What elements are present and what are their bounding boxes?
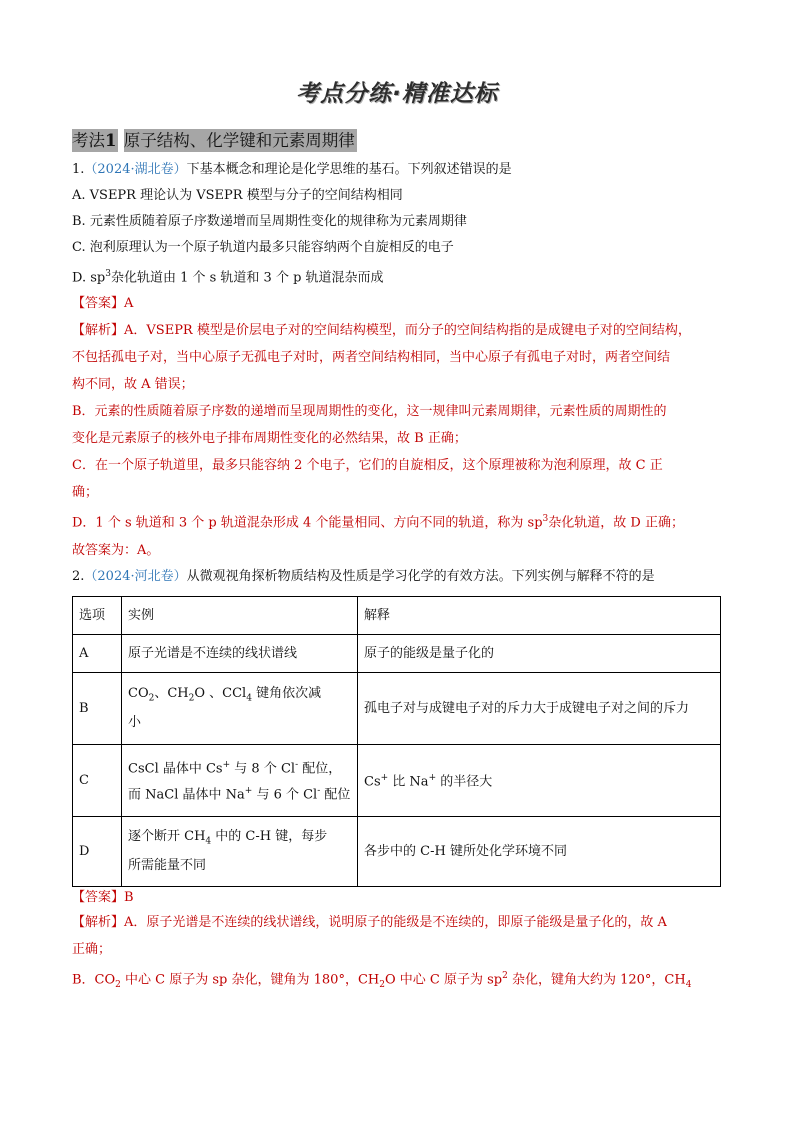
cell-text: 与 6 个 Cl (252, 787, 318, 803)
option-d-post: 杂化轨道由 1 个 s 轨道和 3 个 p 轨道混杂而成 (110, 270, 384, 286)
page-banner (72, 75, 722, 113)
explanation-sup: 3 (542, 514, 549, 525)
cell-text: 配位， (298, 761, 342, 777)
table-header-cell: 实例 (122, 596, 358, 634)
table-cell (358, 744, 721, 816)
cell-text: 键角依次减 (251, 686, 322, 702)
explanation-line: A．VSEPR 模型是价层电子对的空间结构模型，而分子的空间结构指的是成键电子对的空间结构， (124, 323, 691, 339)
table-cell: A (73, 634, 122, 672)
explanation-text: D．1 个 s 轨道和 3 个 p 轨道混杂形成 4 个能量相同、方向不同的轨道，称为 sp (72, 515, 543, 531)
option-d (72, 261, 722, 291)
table-cell (122, 816, 358, 886)
cell-text: CO (128, 686, 149, 702)
cell-sup: + (380, 772, 389, 783)
explanation-text: 杂化轨道，故 D 正确； (548, 515, 684, 531)
cell-sup: - (317, 786, 321, 797)
answer-line (72, 291, 722, 317)
explanation-line: B．元素的性质随着原子序数的递增而呈现周期性的变化，这一规律叫元素周期律，元素性质的周期性的 (72, 404, 667, 420)
cell-sub: 4 (246, 693, 252, 704)
section-number: 1 (105, 131, 117, 150)
explanation-line: 故答案为：A。 (72, 542, 160, 558)
cell-text: O 、CCl (194, 686, 247, 702)
explanation-sup: 2 (502, 970, 508, 981)
cell-sub: 2 (148, 693, 155, 704)
document-page (72, 72, 722, 999)
cell-text: 逐个断开 CH (128, 829, 206, 845)
table-row (73, 816, 721, 886)
cell-text: 所需能量不同 (128, 857, 207, 873)
table-cell: C (73, 744, 122, 816)
table-header-cell: 解释 (358, 596, 721, 634)
cell-text: 小 (128, 714, 142, 730)
cell-text: 与 8 个 Cl (230, 761, 296, 777)
explanation-line: 确； (72, 485, 99, 501)
explanation-label: 【解析】 (72, 914, 125, 930)
explanation-line: 变化是元素原子的核外电子排布周期性变化的必然结果，故 B 正确； (72, 431, 467, 447)
explanation-label: 【解析】 (72, 323, 125, 339)
cell-text: CsCl 晶体中 Cs (128, 761, 223, 777)
question-number: 1. (72, 162, 85, 177)
explanation (72, 317, 722, 563)
table-cell: 原子的能级是量子化的 (358, 634, 721, 672)
answer-label: 【答案】 (72, 296, 125, 312)
table-header-cell: 选项 (73, 596, 122, 634)
cell-sub: 4 (205, 836, 212, 847)
table-cell: 原子光谱是不连续的线状谱线 (122, 634, 358, 672)
question-number: 2. (72, 568, 85, 584)
table-cell: B (73, 672, 122, 744)
table-cell: D (73, 816, 122, 886)
cell-text: Cs (364, 774, 381, 790)
explanation-line: C．在一个原子轨道里，最多只能容纳 2 个电子，它们的自旋相反，这个原理被称为泡利原理，故 C 正 (72, 458, 663, 474)
option-d-sup: 3 (105, 269, 111, 279)
explanation-text: O 中心 C 原子为 sp (384, 971, 503, 987)
comparison-table (72, 596, 721, 887)
explanation-line: 不包括孤电子对，当中心原子无孤电子对时，两者空间结构相同，当中心原子有孤电子对时，两者空间结 (72, 350, 671, 366)
cell-text: 中的 C-H 键，每步 (211, 829, 328, 845)
table-row (73, 672, 721, 744)
cell-sub: 2 (188, 693, 195, 704)
section-heading-highlight (72, 129, 118, 152)
table-header-row (73, 596, 721, 634)
explanation (72, 909, 722, 999)
explanation-line (72, 963, 722, 999)
cell-text: 的半径大 (436, 774, 493, 790)
explanation-line: 正确； (72, 941, 112, 957)
option-a: A. VSEPR 理论认为 VSEPR 模型与分子的空间结构相同 (72, 188, 403, 203)
explanation-text: 杂化，键角大约为 120°，CH (507, 971, 686, 987)
explanation-line: 构不同，故 A 错误； (72, 377, 194, 393)
table-cell: 孤电子对与成键电子对的斥力大于成键电子对之间的斥力 (358, 672, 721, 744)
cell-sup: + (222, 759, 231, 770)
cell-text: 比 Na (388, 774, 429, 790)
cell-sup: + (428, 772, 437, 783)
cell-text: 而 NaCl 晶体中 Na (128, 787, 245, 803)
explanation-text: B．CO (72, 971, 116, 987)
question-2-stem (72, 564, 722, 590)
answer-value: B (124, 889, 134, 905)
question-stem-text: 从微观视角探析物质结构及性质是学习化学的有效方法。下列实例与解释不符的是 (186, 568, 655, 584)
cell-text: 配位 (320, 787, 351, 803)
banner-title: 考点分练·精准达标 (296, 81, 498, 107)
table-row (73, 744, 721, 816)
question-2 (72, 564, 722, 999)
table-row (73, 634, 721, 672)
cell-sup: - (295, 759, 299, 770)
answer-line (72, 887, 722, 909)
table-cell (122, 672, 358, 744)
question-1-stem (72, 157, 722, 183)
table-cell: 各步中的 C-H 键所处化学环境不同 (358, 816, 721, 886)
option-d-pre: D. sp (72, 270, 106, 286)
section-prefix: 考法 (72, 131, 105, 150)
question-1 (72, 157, 722, 564)
explanation-sub: 2 (379, 979, 385, 990)
question-stem-text: 下基本概念和理论是化学思维的基石。下列叙述错误的是 (186, 162, 512, 177)
answer-value: A (124, 296, 134, 312)
answer-label: 【答案】 (72, 889, 125, 905)
explanation-line: A．原子光谱是不连续的线状谱线，说明原子的能级是不连续的，即原子能级是量子化的，故 A (124, 914, 667, 930)
option-b: B. 元素性质随着原子序数递增而呈周期性变化的规律称为元素周期律 (72, 214, 467, 229)
section-title: 原子结构、化学键和元素周期律 (123, 131, 355, 150)
cell-text: 、CH (154, 686, 189, 702)
question-source: （2024·河北卷） (84, 568, 187, 584)
explanation-sub: 2 (115, 979, 121, 990)
explanation-text: 中心 C 原子为 sp 杂化，键角为 180°，CH (120, 971, 380, 987)
explanation-sub: 4 (685, 979, 692, 990)
table-cell (122, 744, 358, 816)
question-source: （2024·湖北卷） (84, 162, 187, 177)
option-c: C. 泡利原理认为一个原子轨道内最多只能容纳两个自旋相反的电子 (72, 240, 454, 255)
explanation-line (72, 506, 722, 536)
cell-sup: + (244, 786, 253, 797)
section-heading (72, 127, 722, 155)
